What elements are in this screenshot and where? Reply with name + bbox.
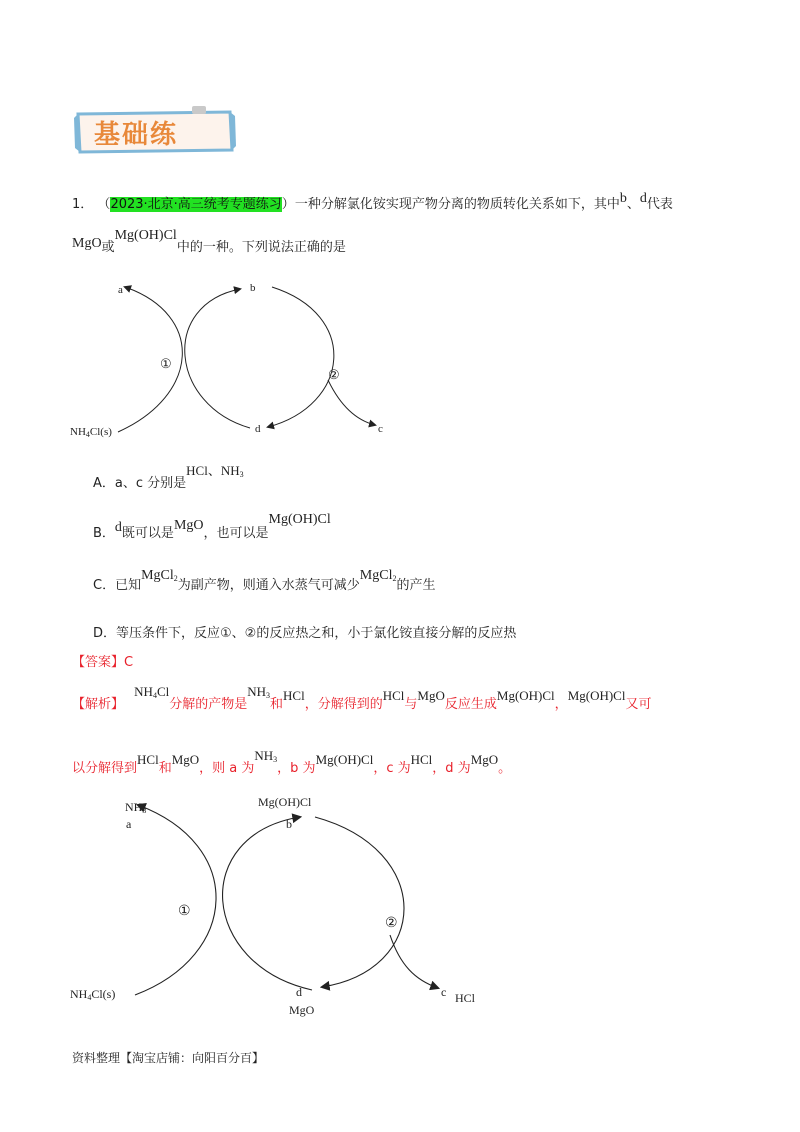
analysis-l2-t4: ，c 为 (373, 761, 411, 776)
daibiao: 代表 (646, 197, 673, 212)
option-d-text: 等压条件下，反应①、②的反应热之和，小于氯化铵直接分解的反应热 (116, 626, 517, 641)
var-d: d (639, 191, 647, 206)
analysis-nh3: $NH_3$ (247, 684, 271, 700)
analysis-mgo: MgO (417, 688, 445, 703)
answer-line (72, 651, 133, 670)
analysis-label: 【解析】 (72, 697, 125, 712)
question-number: 1． (72, 197, 94, 212)
analysis-yu: 与 (404, 697, 418, 712)
paren-close: ） (281, 197, 295, 212)
option-c-mgcl2-b: MgCl$_2$ (359, 568, 397, 583)
analysis-l2-nh3: $NH_3$ (254, 748, 278, 764)
answer-label: 【答案】 (72, 655, 125, 670)
option-d-label: D． (93, 626, 117, 641)
analysis-l2-end: 。 (498, 761, 512, 776)
option-b-label: B． (93, 526, 115, 541)
question-stem-1: 一种分解氯化铵实现产物分离的物质转化关系如下，其中 (294, 197, 620, 212)
question-line-1 (72, 193, 673, 213)
analysis-nh4cl: $NH_4Cl$ (134, 684, 170, 700)
label-reaction-1: ① (160, 356, 172, 371)
analysis-t2: ，分解得到的 (304, 697, 383, 712)
label-reaction-1-2: ① (178, 904, 191, 919)
analysis-t4: 又可 (625, 697, 652, 712)
analysis-l2-t3: ，b 为 (277, 761, 316, 776)
analysis-comma: ， (554, 697, 568, 712)
option-b-t2: ，也可以是 (203, 526, 269, 541)
label-mgo: MgO (289, 1003, 315, 1017)
label-a-2: a (126, 817, 132, 831)
analysis-mgohcl: Mg(OH)Cl (496, 688, 555, 703)
option-c[interactable] (93, 568, 436, 594)
option-a[interactable] (93, 463, 244, 491)
question-line-2 (72, 228, 346, 256)
option-c-t2: 为副产物，则通入水蒸气可减少 (177, 578, 360, 593)
huo: 或 (101, 240, 115, 255)
analysis-l2-t1: 以分解得到 (72, 761, 138, 776)
option-b-mgohcl: Mg(OH)Cl (268, 512, 331, 527)
answer-value: C (124, 655, 134, 670)
analysis-hcl: HCl (283, 688, 305, 703)
paren-open: （ (97, 197, 111, 212)
reaction-diagram-1 (60, 275, 400, 445)
analysis-mgohcl-2: Mg(OH)Cl (567, 688, 626, 703)
chem-mgohcl: Mg(OH)Cl (114, 228, 177, 243)
analysis-l2-hcl-2: HCl (410, 752, 433, 767)
option-c-mgcl2-a: MgCl$_2$ (141, 568, 178, 583)
label-nh3: $NH_3$ (125, 800, 147, 815)
analysis-l2-t2: ，则 a 为 (199, 761, 255, 776)
sep: 、 (626, 197, 640, 212)
option-b-t1: 既可以是 (121, 526, 174, 541)
label-d-2: d (296, 985, 302, 999)
section-banner (72, 106, 237, 156)
analysis-l2-mgo-2: MgO (470, 752, 499, 767)
option-c-label: C． (93, 578, 116, 593)
label-a: a (118, 284, 123, 296)
option-a-chem: HCl、$NH_3$ (186, 463, 244, 479)
label-nh4cl-2: $NH_4Cl(s)$ (70, 987, 116, 1002)
label-c-2: c (441, 985, 447, 999)
analysis-line-2 (72, 748, 512, 776)
reaction-cycle-arrows (60, 275, 400, 445)
option-d[interactable] (93, 622, 516, 641)
chem-mgo: MgO (72, 236, 102, 251)
analysis-t1: 分解的产物是 (169, 697, 248, 712)
question-stem-2: 中的一种。下列说法正确的是 (176, 240, 346, 255)
label-hcl: HCl (455, 991, 476, 1005)
analysis-hcl-2: HCl (382, 688, 405, 703)
section-title: 基础练 (94, 120, 179, 150)
analysis-l2-mgo: MgO (171, 752, 200, 767)
analysis-he: 和 (270, 697, 284, 712)
label-nh4cl: $NH_4Cl(s)$ (70, 426, 112, 439)
analysis-line-1 (72, 684, 652, 712)
question-source[interactable]: 2023·北京·高三统考专题练习 (110, 197, 282, 212)
label-d: d (255, 423, 261, 435)
analysis-l2-hcl: HCl (137, 752, 159, 767)
reaction-diagram-2 (60, 795, 500, 1025)
label-b-2: b (286, 817, 292, 831)
analysis-l2-mgohcl: Mg(OH)Cl (315, 752, 374, 767)
option-a-text: a、c 分别是 (114, 476, 187, 491)
label-b: b (250, 282, 256, 294)
label-c: c (378, 423, 383, 435)
option-b-mgo: MgO (173, 518, 204, 533)
label-reaction-2: ② (328, 367, 340, 382)
footer-text: 资料整理【淘宝店铺：向阳百分百】 (72, 1051, 265, 1065)
option-c-t1: 已知 (115, 578, 142, 593)
option-b-d: d (114, 520, 122, 535)
option-a-label: A． (93, 476, 115, 491)
analysis-l2-t5: ，d 为 (432, 761, 471, 776)
option-b[interactable] (93, 512, 331, 542)
analysis-t3: 反应生成 (444, 697, 497, 712)
label-mgohcl: Mg(OH)Cl (258, 795, 312, 809)
var-b: b (619, 191, 627, 206)
analysis-l2-he: 和 (158, 761, 172, 776)
option-c-t3: 的产生 (396, 578, 436, 593)
label-reaction-2-2: ② (385, 916, 398, 931)
